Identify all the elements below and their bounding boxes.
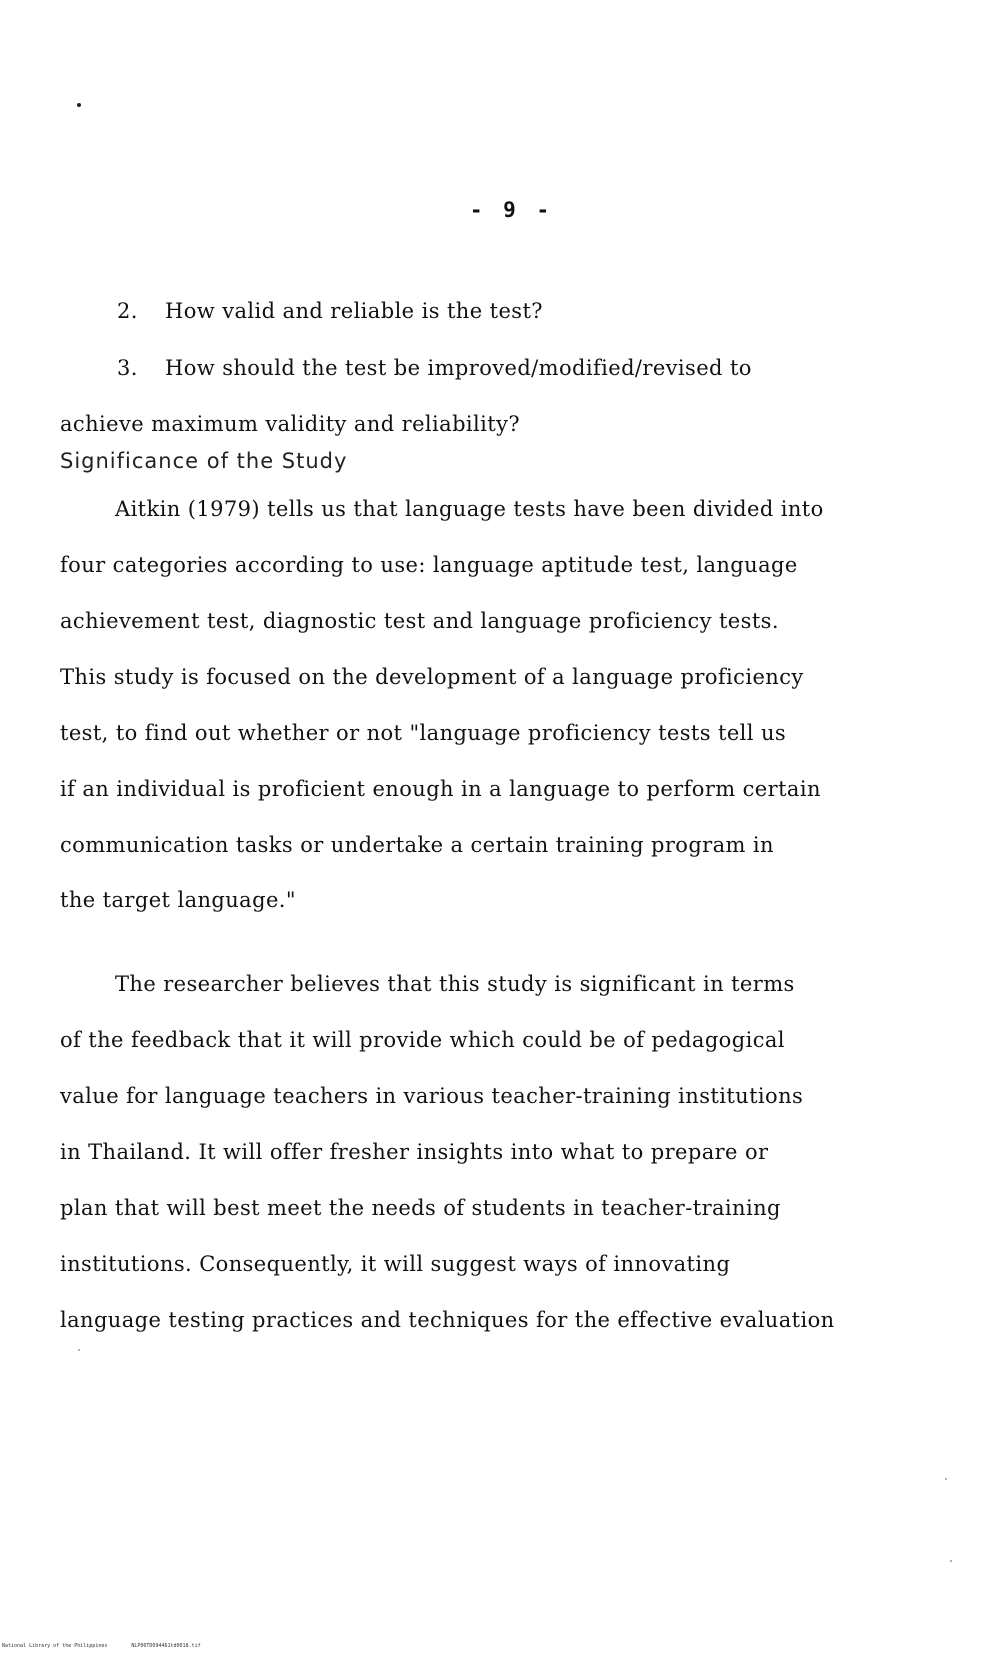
scan-speck [77, 103, 81, 107]
section-heading: Significance of the Study [60, 449, 348, 473]
paragraph-line: four categories according to use: language aptitude test, language [60, 553, 798, 577]
paragraph-line: in Thailand. It will offer fresher insights into what to prepare or [60, 1140, 769, 1164]
paragraph-line: value for language teachers in various teacher-training institutions [60, 1084, 804, 1108]
paragraph-line: language testing practices and techniques for the effective evaluation [60, 1308, 835, 1332]
question-text: How valid and reliable is the test? [165, 299, 543, 323]
paragraph-line: communication tasks or undertake a certain training program in [60, 833, 774, 857]
paragraph-line: The researcher believes that this study is significant in terms [115, 972, 795, 996]
scan-speck [945, 1478, 947, 1480]
paragraph-line: This study is focused on the development of a language proficiency [60, 665, 804, 689]
paragraph-line: achievement test, diagnostic test and language proficiency tests. [60, 609, 779, 633]
question-number: 2. [117, 299, 138, 323]
question-number: 3. [117, 356, 138, 380]
paragraph-line: plan that will best meet the needs of students in teacher-training [60, 1196, 781, 1220]
paragraph-line: the target language." [60, 888, 296, 912]
paragraph-line: test, to find out whether or not "language proficiency tests tell us [60, 721, 787, 745]
paragraph-line: institutions. Consequently, it will suggest ways of innovating [60, 1252, 731, 1276]
scan-speck [78, 1349, 80, 1351]
scan-footer [2, 1643, 201, 1649]
question-item [117, 298, 543, 324]
question-item [117, 355, 752, 381]
footer-file-id: NLP00TD094461td0018.tif [131, 1643, 201, 1649]
footer-library: National Library of the Philippines [2, 1643, 108, 1649]
paragraph-line: if an individual is proficient enough in a language to perform certain [60, 777, 821, 801]
paragraph-line: of the feedback that it will provide which could be of pedagogical [60, 1028, 785, 1052]
question-text: How should the test be improved/modified/revised to [165, 356, 752, 380]
scan-speck [950, 1560, 952, 1562]
paragraph-line: Aitkin (1979) tells us that language tests have been divided into [115, 497, 824, 521]
question-continuation: achieve maximum validity and reliability? [60, 412, 521, 436]
page-number: - 9 - [469, 198, 554, 222]
